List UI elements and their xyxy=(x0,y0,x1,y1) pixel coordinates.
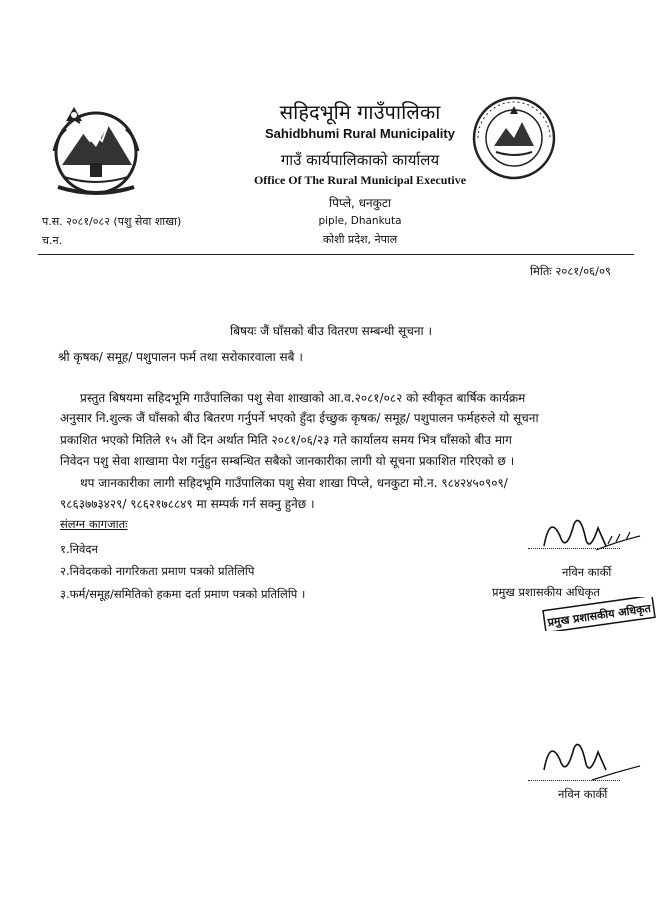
attachments-heading: संलग्न कागजातः xyxy=(60,517,128,531)
salutation: श्री कृषक/ समूह/ पशुपालन फर्म तथा सरोकारवाला सबै । xyxy=(58,350,303,364)
office-name-nepali: गाउँ कार्यपालिकाको कार्यालय xyxy=(280,151,440,169)
document-date: मितिः २०८१/०६/०९ xyxy=(530,264,611,278)
official-stamp xyxy=(540,597,658,631)
subject-line: बिषयः जैं घाँसको बीउ वितरण सम्बन्धी सूचना । xyxy=(230,324,432,338)
place-nepali: पिप्ले, धनकुटा xyxy=(328,196,391,210)
reference-number: प.स. २०८१/०८२ (पशु सेवा शाखा) xyxy=(42,215,182,228)
signature-line-second xyxy=(528,780,620,781)
body-paragraph-line: ९८६३७७३४२९/ ९८६२१७८८४९ मा सम्पर्क गर्न सक्नु हुनेछ । xyxy=(60,497,315,511)
signatory-title: प्रमुख प्रशासकीय अधिकृत xyxy=(492,585,600,599)
province-nepali: कोशी प्रदेश, नेपाल xyxy=(322,233,398,246)
body-paragraph-line: अनुसार नि.शुल्क जैं घाँसको बीउ बितरण गर्नुपर्ने भएको हुँदा ईच्छुक कृषक/ समूह/ पशुपालन फर्महरुले यो सूचना xyxy=(60,411,539,425)
body-paragraph-line: निवेदन पशु सेवा शाखामा पेश गर्नुहुन सम्बन्धित सबैको जानकारीका लागी यो सूचना प्रकाशित गरिएको छ । xyxy=(60,454,515,468)
stamp-text: प्रमुख प्रशासकीय अधिकृत xyxy=(546,601,652,630)
header-divider xyxy=(38,254,634,255)
nepal-emblem-logo xyxy=(44,95,148,199)
dispatch-number: च.न. xyxy=(42,234,63,247)
attachment-item: ३.फर्म/समूह/समितिको हकमा दर्ता प्रमाण पत्रको प्रतिलिपि । xyxy=(60,587,306,601)
signature-line xyxy=(528,548,620,549)
place-english: piple, Dhankuta xyxy=(318,215,402,227)
signatory-name-second: नविन कार्की xyxy=(558,787,608,801)
municipality-seal-logo xyxy=(470,92,558,184)
signatory-name: नविन कार्की xyxy=(562,565,612,579)
body-paragraph-line: प्रकाशित भएको मितिले १५ औं दिन अर्थात मिति २०८१/०६/२३ गते कार्यालय समय भित्र घाँसको बीउ माग xyxy=(60,433,512,447)
attachment-item: २.निवेदकको नागरिकता प्रमाण पत्रको प्रतिलिपि xyxy=(60,564,255,578)
handwritten-signature-second xyxy=(536,730,646,790)
attachment-item: १.निवेदन xyxy=(60,542,98,556)
body-paragraph-line: थप जानकारीका लागी सहिदभूमि गाउँपालिका पशु सेवा शाखा पिप्ले, धनकुटा मो.न. ९८४२४५०९०९/ xyxy=(80,476,508,490)
body-paragraph-line: प्रस्तुत बिषयमा सहिदभूमि गाउँपालिका पशु सेवा शाखाको आ.व.२०८१/०८२ को स्वीकृत बार्षिक कार्यक्रम xyxy=(80,391,526,405)
municipality-name-nepali: सहिदभूमि गाउँपालिका xyxy=(279,100,441,124)
municipality-name-english: Sahidbhumi Rural Municipality xyxy=(265,126,455,141)
handwritten-signature xyxy=(536,506,646,566)
office-name-english: Office Of The Rural Municipal Executive xyxy=(253,173,467,187)
